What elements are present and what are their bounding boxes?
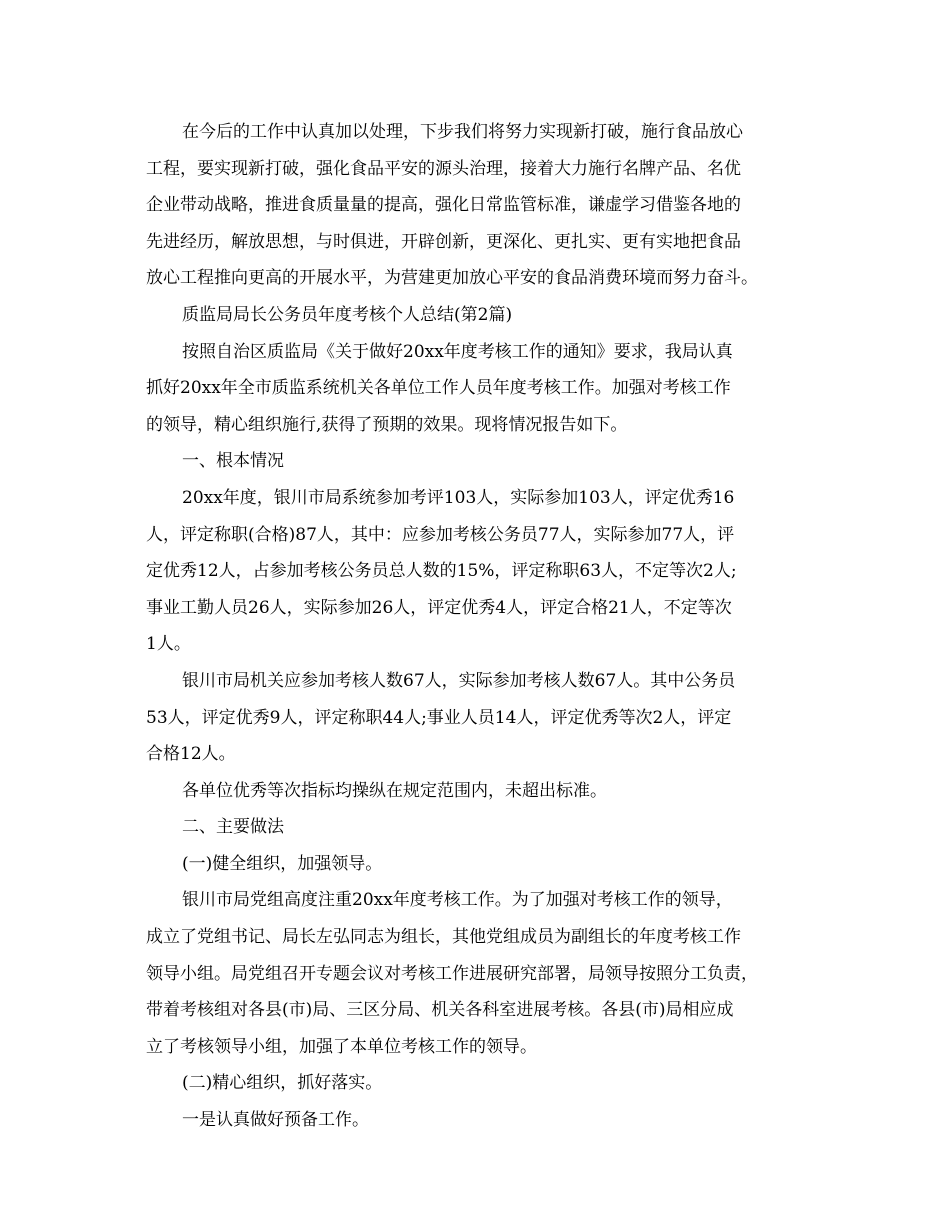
text-line: 领导小组。局党组召开专题会议对考核工作进展研究部署，局领导按照分工负责， bbox=[146, 963, 758, 984]
text-line: 质监局局长公务员年度考核个人总结(第2篇) bbox=[182, 304, 513, 325]
text-line: 二、主要做法 bbox=[182, 817, 284, 838]
text-line: 立了考核领导小组，加强了本单位考核工作的领导。 bbox=[146, 1036, 537, 1057]
text-line: 放心工程推向更高的开展水平，为营建更加放心平安的食品消费环境而努力奋斗。 bbox=[146, 268, 758, 289]
text-line: 银川市局党组高度注重20xx年度考核工作。为了加强对考核工作的领导， bbox=[182, 890, 733, 911]
document-page bbox=[146, 114, 810, 1139]
text-line: 在今后的工作中认真加以处理，下步我们将努力实现新打破，施行食品放心 bbox=[182, 122, 743, 142]
text-line: 20xx年度，银川市局系统参加考评103人，实际参加103人，评定优秀16 bbox=[182, 487, 735, 508]
text-line: 银川市局机关应参加考核人数67人，实际参加考核人数67人。其中公务员 bbox=[182, 670, 736, 691]
text-line: 1人。 bbox=[146, 634, 191, 655]
text-line: 按照自治区质监局《关于做好20xx年度考核工作的通知》要求，我局认真 bbox=[182, 341, 733, 362]
text-line: 成立了党组书记、局长左弘同志为组长，其他党组成员为副组长的年度考核工作 bbox=[146, 927, 741, 948]
text-line: 53人，评定优秀9人，评定称职44人;事业人员14人，评定优秀等次2人，评定 bbox=[146, 707, 732, 728]
text-line: 定优秀12人，占参加考核公务员总人数的15%，评定称职63人，不定等次2人; bbox=[146, 561, 737, 582]
text-line: 先进经历，解放思想，与时俱进，开辟创新，更深化、更扎实、更有实地把食品 bbox=[146, 231, 741, 252]
text-line: 一、根本情况 bbox=[182, 451, 284, 472]
text-line: 合格12人。 bbox=[146, 744, 236, 765]
text-line: 带着考核组对各县(市)局、三区分局、机关各科室进展考核。各县(市)局相应成 bbox=[146, 1000, 734, 1021]
text-line: 一是认真做好预备工作。 bbox=[182, 1110, 369, 1131]
text-line: (二)精心组织，抓好落实。 bbox=[182, 1073, 383, 1094]
text-line: 事业工勤人员26人，实际参加26人，评定优秀4人，评定合格21人，不定等次 bbox=[146, 597, 732, 618]
text-line: 各单位优秀等次指标均操纵在规定范围内，未超出标准。 bbox=[182, 780, 607, 801]
text-line: 的领导，精心组织施行,获得了预期的效果。现将情况报告如下。 bbox=[146, 414, 628, 435]
text-line: 工程，要实现新打破，强化食品平安的源头治理，接着大力施行名牌产品、名优 bbox=[146, 158, 741, 179]
text-line: (一)健全组织，加强领导。 bbox=[182, 853, 383, 874]
text-line: 抓好20xx年全市质监系统机关各单位工作人员年度考核工作。加强对考核工作 bbox=[146, 378, 731, 399]
text-line: 人，评定称职(合格)87人，其中：应参加考核公务员77人，实际参加77人，评 bbox=[146, 524, 735, 545]
text-line: 企业带动战略，推进食质量量的提高，强化日常监管标准，谦虚学习借鉴各地的 bbox=[146, 195, 741, 216]
